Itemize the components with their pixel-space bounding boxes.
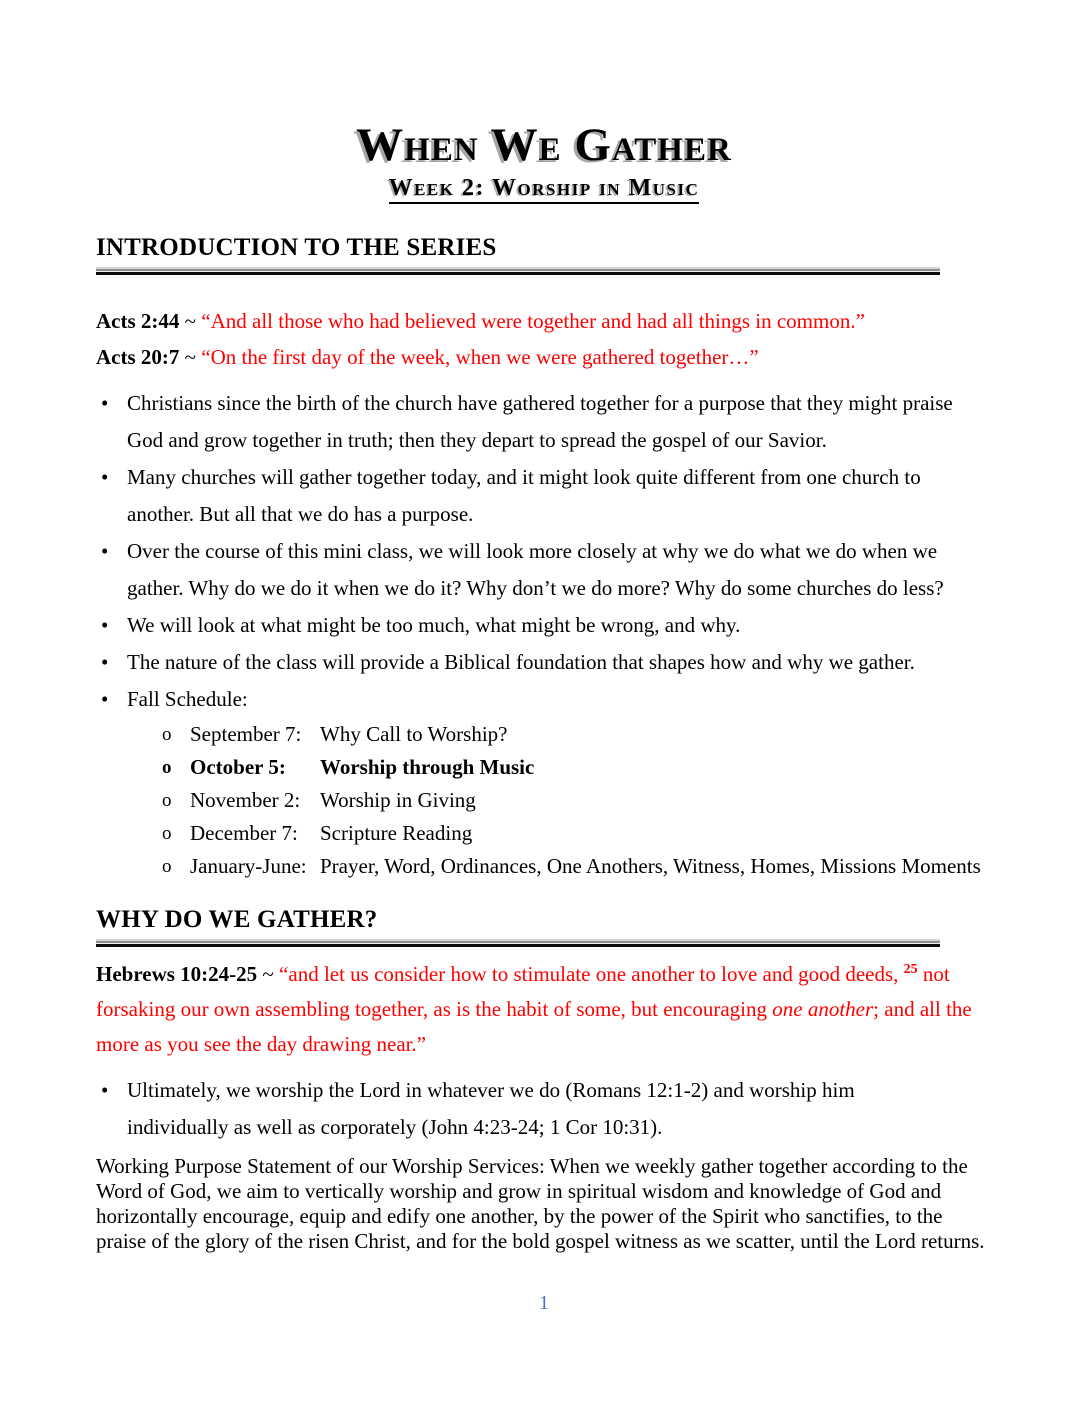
bullet-icon: • <box>101 391 109 415</box>
purpose-statement-paragraph: Working Purpose Statement of our Worship Services: When we weekly gather together according to the Word of God, we aim to vertically worship and grow in spiritual wisdom and knowledge of God and horizontally encourage, equip and edify one another, by the power of the Spirit who sanctifies, to the praise of the glory of the risen Christ, and for the bold gospel witness as we scatter, until the Lord returns. <box>96 1154 985 1253</box>
list-item <box>96 607 992 644</box>
schedule-item-current-week <box>162 751 992 784</box>
bullet-icon: • <box>101 465 109 489</box>
title-block <box>96 118 992 207</box>
bullet-icon: • <box>101 613 109 637</box>
verse-reference: Acts 2:44 <box>96 309 180 333</box>
verse-number-superscript: 25 <box>903 962 918 977</box>
heading-rule <box>96 267 940 275</box>
list-item <box>96 533 992 607</box>
verse-separator: ~ <box>179 309 202 333</box>
schedule-topic: Scripture Reading <box>320 821 473 845</box>
bullet-icon: • <box>101 539 109 563</box>
verse-reference: Hebrews 10:24-25 <box>96 962 258 986</box>
verse-quote: “On the first day of the week, when we were gathered together…” <box>201 345 759 369</box>
bullet-text: Many churches will gather together today, and it might look quite different from one church to another. But all that we do has a purpose. <box>127 465 921 526</box>
verse-reference: Acts 20:7 <box>96 345 180 369</box>
bullet-icon: • <box>101 687 109 711</box>
bullet-icon: • <box>101 650 109 674</box>
verse-separator: ~ <box>179 345 202 369</box>
list-item <box>96 644 992 681</box>
heading-rule <box>96 939 940 947</box>
bullet-text: Fall Schedule: <box>127 687 248 711</box>
schedule-item <box>162 850 992 883</box>
schedule-date: December 7: <box>190 821 298 845</box>
list-item <box>96 459 992 533</box>
verse-quote-part: not forsaking our own assembling together, as is the habit of some, but encouraging <box>96 962 950 1021</box>
schedule-date: November 2: <box>190 788 301 812</box>
document-subtitle <box>96 172 992 207</box>
schedule-topic: Worship in Giving <box>320 788 476 812</box>
verse-separator: ~ <box>257 962 280 986</box>
schedule-item <box>162 784 992 817</box>
verse-hebrews <box>96 957 992 1062</box>
verse-block <box>96 303 992 375</box>
page-number: 1 <box>539 1292 549 1314</box>
bullet-text: The nature of the class will provide a Biblical foundation that shapes how and why we gather. <box>127 650 915 674</box>
intro-bullet-list <box>96 385 992 718</box>
verse-quote: “And all those who had believed were together and had all things in common.” <box>201 309 865 333</box>
bullet-icon: • <box>101 1078 109 1102</box>
schedule-date: October 5: <box>190 755 286 779</box>
list-item-fall-schedule <box>96 681 992 718</box>
verse-quote-part: “and let us consider how to stimulate one another to love and good deeds, <box>279 962 904 986</box>
circle-bullet-icon: o <box>162 823 172 844</box>
section-heading-why-gather: WHY DO WE GATHER? <box>96 906 378 933</box>
schedule-item <box>162 718 992 751</box>
verse-quote-part: ; and all the more as you see the day drawing near.” <box>96 997 972 1056</box>
bullet-text: Over the course of this mini class, we will look more closely at why we do what we do when we gather. Why do we do it when we do it? Why don’t we do more? Why do some churches do less? <box>127 539 944 600</box>
gather-bullet-list <box>96 1072 992 1146</box>
circle-bullet-icon: o <box>162 757 172 778</box>
bullet-text: We will look at what might be too much, what might be wrong, and why. <box>127 613 741 637</box>
bullet-text: Christians since the birth of the church have gathered together for a purpose that they might praise God and grow together in truth; then they depart to spread the gospel of our Savior. <box>127 391 953 452</box>
schedule-topic: Prayer, Word, Ordinances, One Anothers, Witness, Homes, Missions Moments <box>320 854 981 878</box>
schedule-date: September 7: <box>190 722 302 746</box>
circle-bullet-icon: o <box>162 790 172 811</box>
section-heading-introduction: INTRODUCTION TO THE SERIES <box>96 234 497 261</box>
verse-acts-2-44 <box>96 303 992 339</box>
fall-schedule-list <box>162 718 992 883</box>
verse-acts-20-7 <box>96 339 992 375</box>
schedule-item <box>162 817 992 850</box>
document-title: When We Gather <box>356 119 732 171</box>
schedule-topic: Why Call to Worship? <box>320 722 508 746</box>
circle-bullet-icon: o <box>162 724 172 745</box>
bullet-text: Ultimately, we worship the Lord in whatever we do (Romans 12:1-2) and worship him individually as well as corporately (John 4:23-24; 1 Cor 10:31). <box>127 1078 855 1139</box>
document-subtitle-text: Week 2: Worship in Music <box>389 175 700 204</box>
schedule-topic: Worship through Music <box>320 755 535 779</box>
list-item <box>96 1072 992 1146</box>
schedule-date: January-June: <box>190 854 307 878</box>
list-item <box>96 385 992 459</box>
verse-quote-italic: one another <box>772 997 874 1021</box>
circle-bullet-icon: o <box>162 856 172 877</box>
